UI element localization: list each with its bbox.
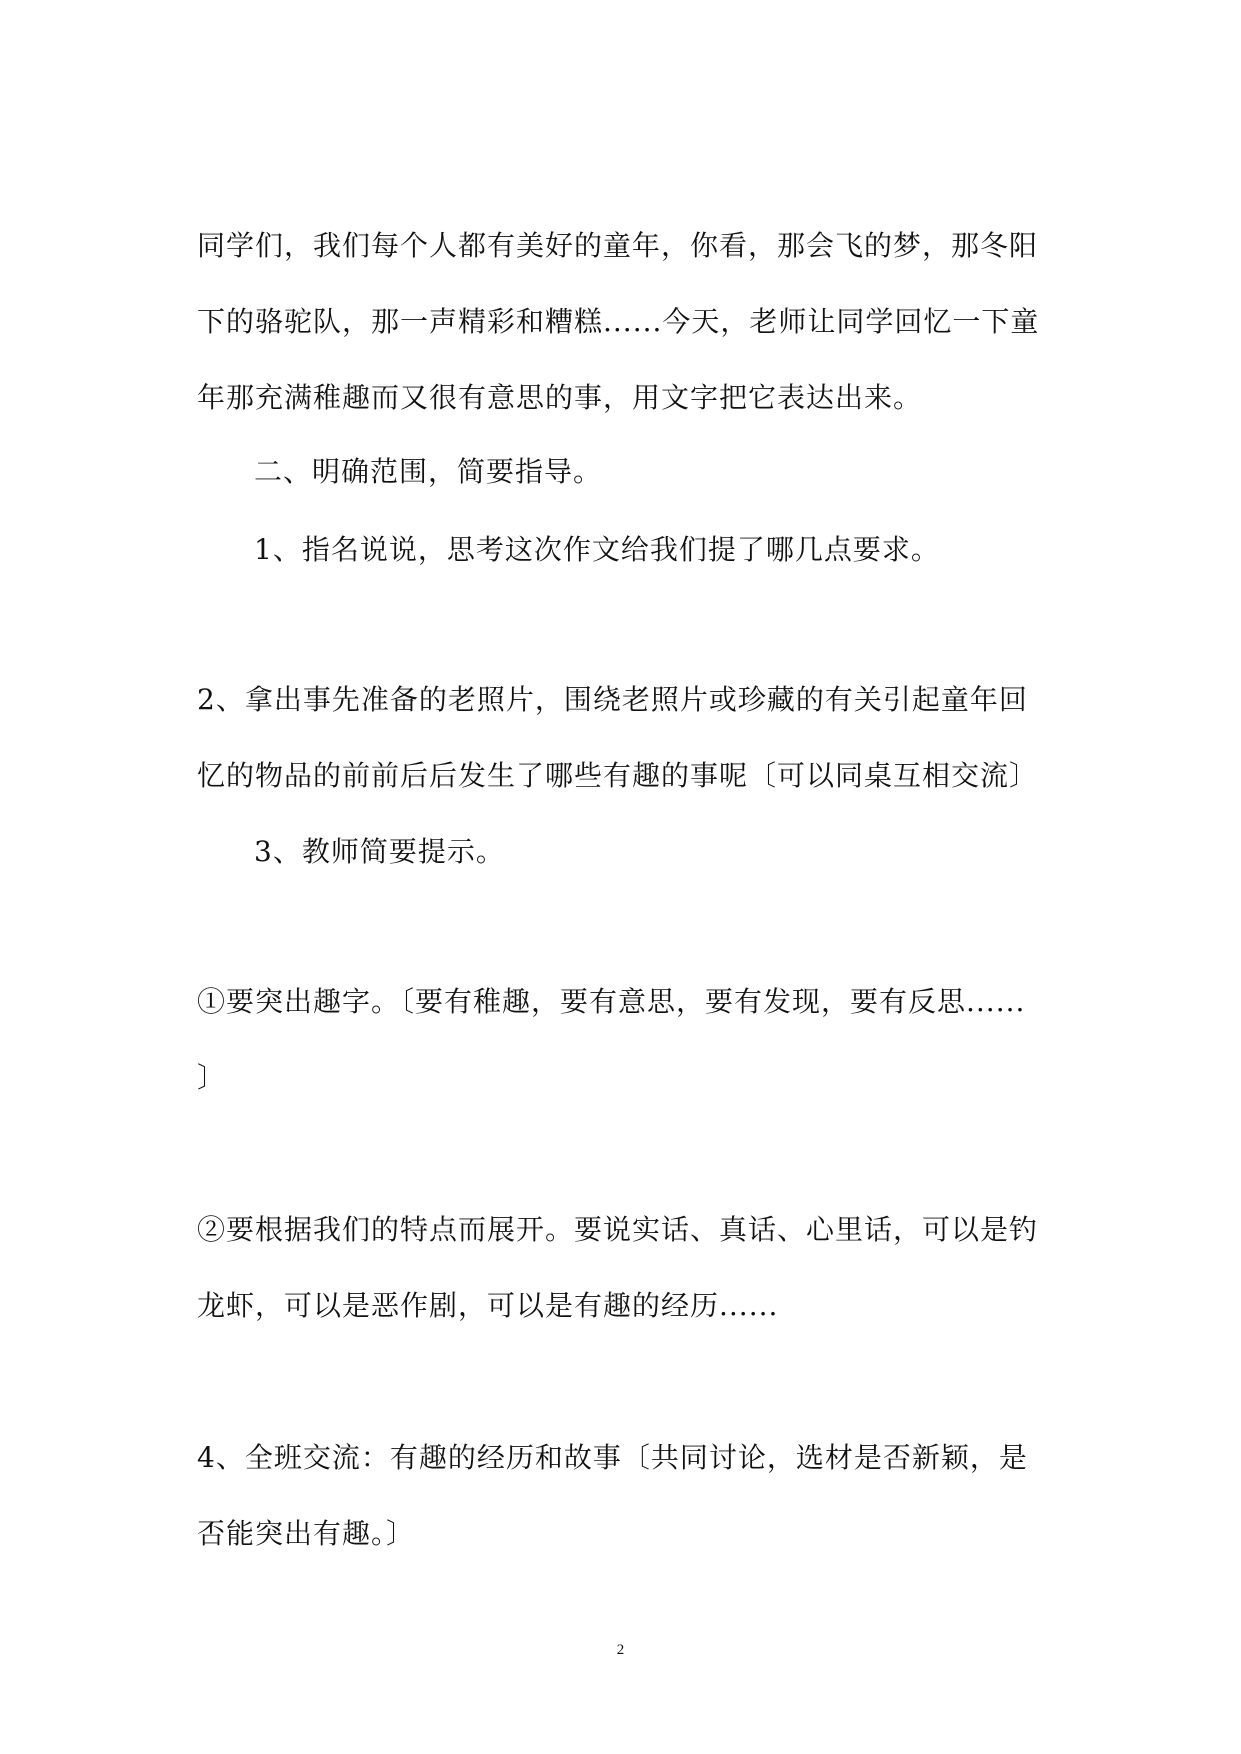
- section-heading: 二、明确范围，简要指导。: [254, 455, 603, 488]
- sub-item-continued: 龙虾，可以是恶作剧，可以是有趣的经历......: [197, 1289, 779, 1322]
- list-item-continued: 否能突出有趣。〕: [197, 1517, 416, 1550]
- sub-item-continued: 〕: [197, 1061, 227, 1094]
- list-item: 3、教师简要提示。: [254, 835, 505, 868]
- page-number: 2: [616, 1642, 625, 1658]
- list-item-continued: 忆的物品的前前后后发生了哪些有趣的事呢〔可以同桌互相交流〕: [197, 759, 1039, 792]
- list-item: 4、全班交流：有趣的经历和故事〔共同讨论，选材是否新颖，是: [197, 1441, 1028, 1474]
- paragraph-line: 年那充满稚趣而又很有意思的事，用文字把它表达出来。: [197, 381, 923, 414]
- sub-item: ②要根据我们的特点而展开。要说实话、真话、心里话，可以是钓: [197, 1213, 1039, 1246]
- sub-item: ①要突出趣字。〔要有稚趣，要有意思，要有发现，要有反思......: [197, 985, 1026, 1018]
- paragraph-line: 同学们，我们每个人都有美好的童年，你看，那会飞的梦，那冬阳: [197, 229, 1039, 262]
- list-item: 2、拿出事先准备的老照片，围绕老照片或珍藏的有关引起童年回: [197, 683, 1028, 716]
- paragraph-line: 下的骆驼队，那一声精彩和糟糕......今天，老师让同学回忆一下童: [197, 305, 1040, 338]
- list-item: 1、指名说说，思考这次作文给我们提了哪几点要求。: [254, 533, 940, 566]
